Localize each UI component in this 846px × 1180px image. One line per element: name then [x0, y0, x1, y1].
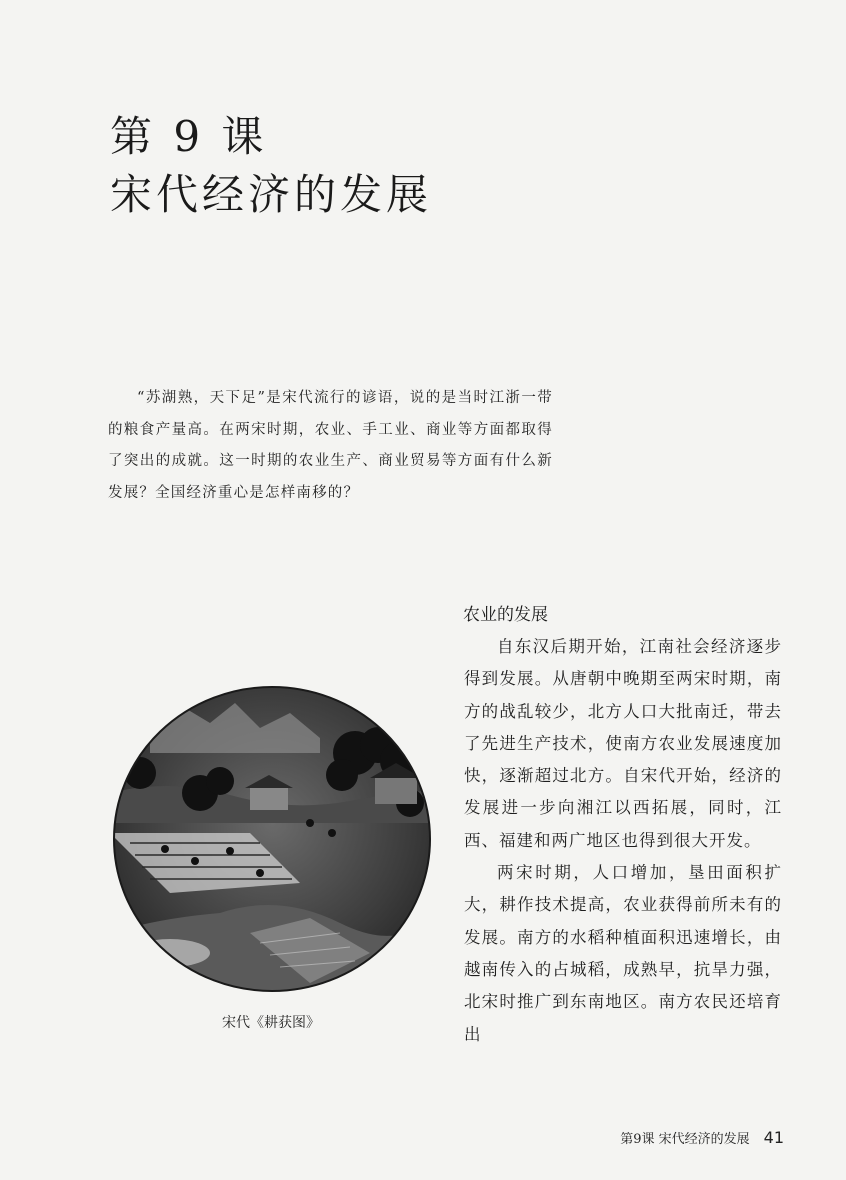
intro-paragraph: “苏湖熟，天下足”是宋代流行的谚语，说的是当时江浙一带的粮食产量高。在两宋时期，农业、手工业、商业等方面都取得了突出的成就。这一时期的农业生产、商业贸易等方面有什么新发展？全国经济重心是怎样南移的？ — [108, 390, 553, 501]
page-footer — [620, 1128, 784, 1147]
figure-caption: 宋代《耕获图》 — [222, 1015, 320, 1031]
lesson-number: 第 9 课 — [110, 112, 268, 161]
body-paragraph: 自东汉后期开始，江南社会经济逐步得到发展。从唐朝中晚期至两宋时期，南方的战乱较少，北方人口大批南迁，带去了先进生产技术，使南方农业发展速度加快，逐渐超过北方。自宋代开始，经济的发展进一步向湘江以西拓展，同时，江西、福建和两广地区也得到很大开发。 — [464, 637, 782, 850]
page-number: 41 — [763, 1128, 784, 1147]
lesson-title: 宋代经济的发展 — [110, 170, 433, 219]
body-paragraph: 两宋时期，人口增加，垦田面积扩大，耕作技术提高，农业获得前所未有的发展。南方的水稻种植面积迅速增长，由越南传入的占城稻，成熟早，抗旱力强，北宋时推广到东南地区。南方农民还培育出 — [464, 863, 782, 1044]
gengHuo-illustration — [110, 683, 435, 995]
section-heading: 农业的发展 — [463, 605, 548, 625]
lesson-title-block — [110, 108, 432, 224]
section-body — [464, 631, 782, 1051]
running-title: 第9课 宋代经济的发展 — [620, 1132, 750, 1147]
